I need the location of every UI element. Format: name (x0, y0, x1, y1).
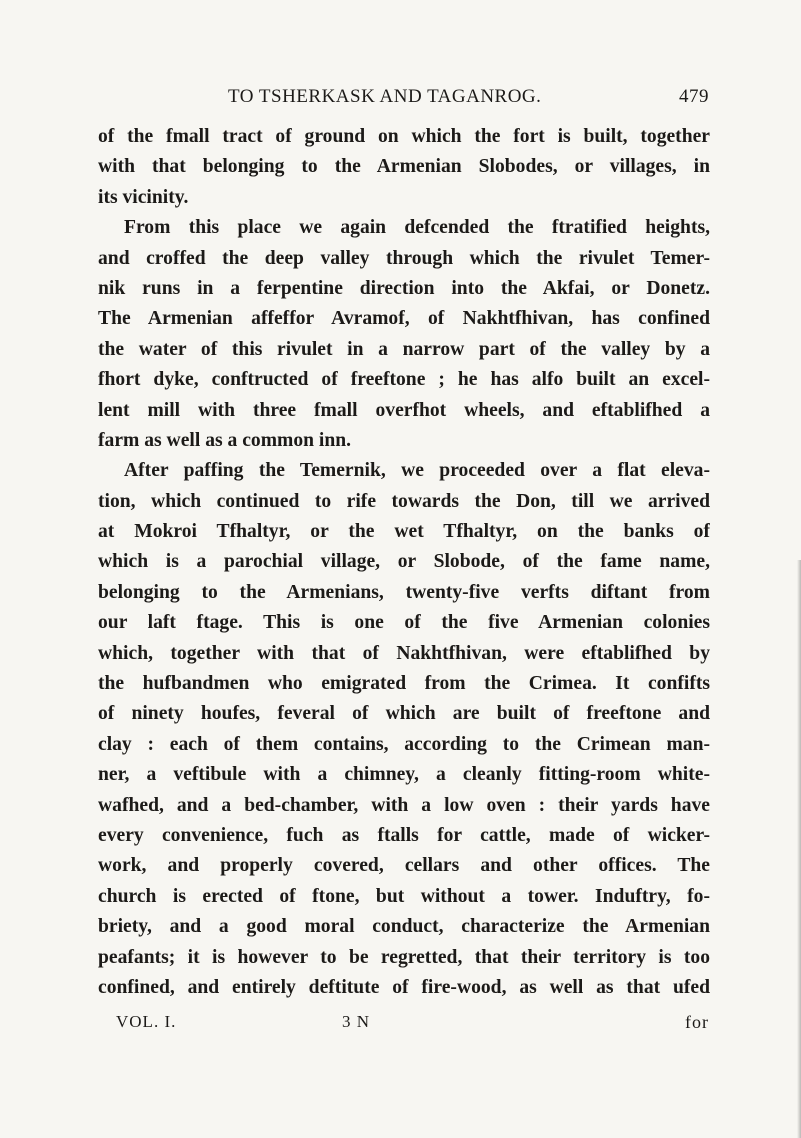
running-title: TO TSHERKASK AND TAGANROG. (228, 86, 542, 107)
text-line: work, and properly covered, cellars and other offices. The (98, 855, 710, 877)
text-line: of the fmall tract of ground on which the fort is built, together (98, 126, 710, 147)
text-line: at Mokroi Tfhaltyr, or the wet Tfhaltyr, on the banks of (98, 521, 710, 543)
text-line: ner, a veftibule with a chimney, a cleanly fitting-room white- (98, 764, 710, 786)
text-line: clay : each of them contains, according to the Crimean man- (98, 733, 710, 755)
text-line: the water of this rivulet in a narrow part of the valley by a (98, 338, 710, 360)
text-line: wafhed, and a bed-chamber, with a low oven : their yards have (98, 794, 710, 816)
catchword: for (685, 1012, 709, 1032)
text-line: confined, and entirely deftitute of fire-wood, as well as that ufed (98, 976, 710, 998)
body-text (98, 122, 710, 1003)
text-line: tion, which continued to rife towards the Don, till we arrived (98, 490, 710, 512)
text-line: briety, and a good moral conduct, characterize the Armenian (98, 916, 710, 938)
text-line: The Armenian affeffor Avramof, of Nakhtfhivan, has confined (98, 308, 710, 330)
volume-mark: VOL. I. (116, 1012, 177, 1031)
text-line: church is erected of ftone, but without a tower. Induftry, fo- (98, 885, 710, 907)
text-line: lent mill with three fmall overfhot wheels, and eftablifhed a (98, 399, 710, 421)
text-line: belonging to the Armenians, twenty-five verfts diftant from (98, 581, 710, 603)
text-line: of ninety houfes, feveral of which are built of freeftone and (98, 703, 710, 725)
paragraph-start-line: After paffing the Temernik, we proceeded over a flat eleva- (124, 460, 710, 482)
text-line: which is a parochial village, or Slobode, of the fame name, (98, 551, 710, 573)
page-edge-shadow (797, 560, 801, 1138)
text-line: peafants; it is however to be regretted, that their territory is too (98, 946, 710, 968)
text-line: the hufbandmen who emigrated from the Crimea. It confifts (98, 673, 710, 695)
paragraph-start-line: From this place we again defcended the ftratified heights, (124, 217, 710, 239)
text-line: farm as well as a common inn. (98, 429, 352, 451)
page-number: 479 (679, 86, 709, 107)
text-line: fhort dyke, conftructed of freeftone ; he has alfo built an excel- (98, 369, 710, 391)
running-head (228, 86, 709, 116)
text-line: and croffed the deep valley through which the rivulet Temer- (98, 247, 710, 269)
text-line: its vicinity. (98, 186, 189, 208)
text-line: our laft ftage. This is one of the five Armenian colonies (98, 612, 710, 634)
text-line: which, together with that of Nakhtfhivan, were eftablifhed by (98, 642, 710, 664)
page-footer (116, 1012, 709, 1040)
text-line: nik runs in a ferpentine direction into the Akfai, or Donetz. (98, 277, 710, 299)
text-line: every convenience, fuch as ftalls for cattle, made of wicker- (98, 824, 710, 846)
text-line: with that belonging to the Armenian Slobodes, or villages, in (98, 156, 710, 178)
signature-mark: 3 N (342, 1012, 371, 1031)
